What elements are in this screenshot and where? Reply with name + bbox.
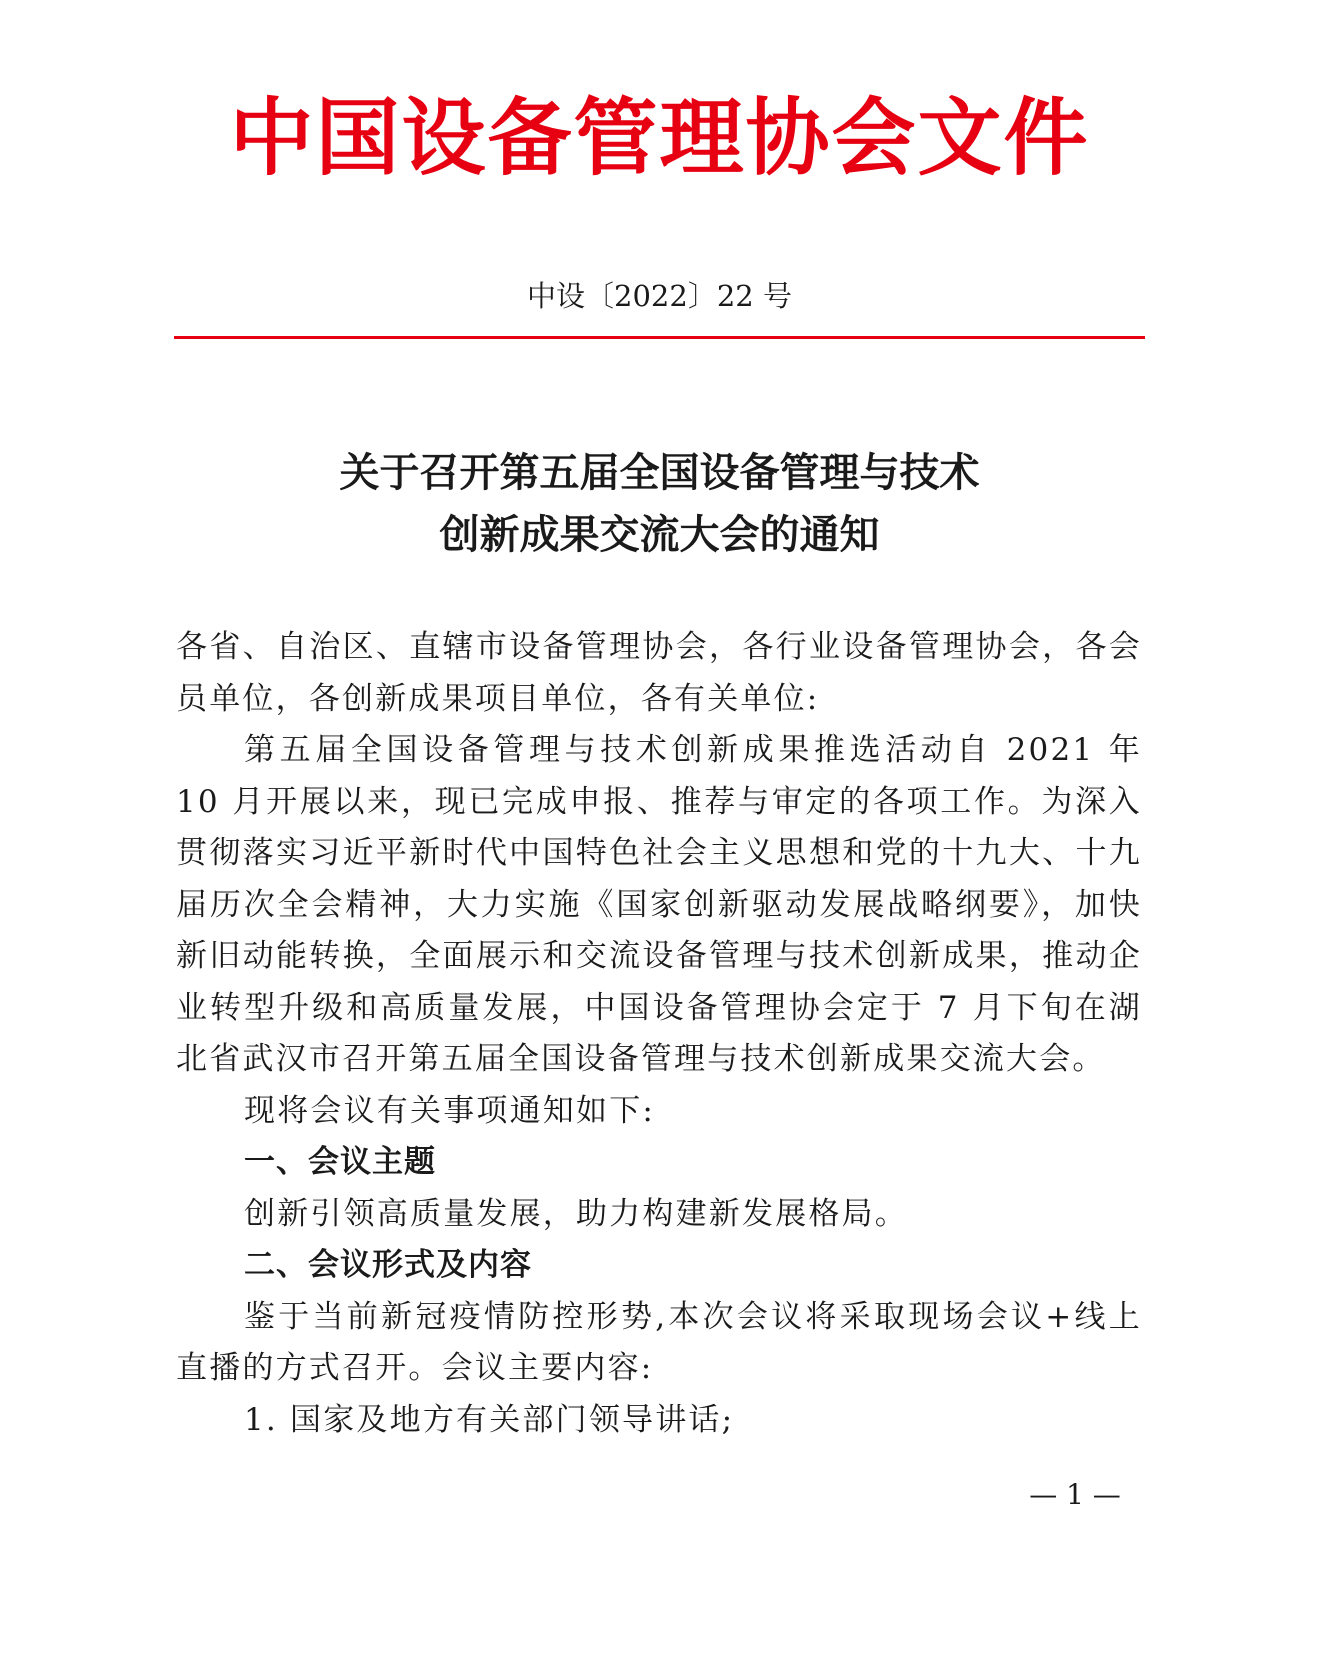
document-title-line-1: 关于召开第五届全国设备管理与技术 [339, 450, 980, 496]
org-header-title: 中国设备管理协会文件 [229, 89, 1090, 187]
document-number: 中设〔2022〕22 号 [527, 279, 792, 313]
body-paragraph-2: 现将会议有关事项通知如下: [244, 1092, 656, 1129]
document-body [176, 622, 1142, 1446]
section-1-text: 创新引领高质量发展，助力构建新发展格局。 [244, 1195, 908, 1232]
red-divider-line [174, 336, 1145, 339]
salutation: 各省、自治区、直辖市设备管理协会，各行业设备管理协会，各会员单位，各创新成果项目单位，各有关单位: [176, 629, 1142, 717]
document-title [0, 442, 1319, 566]
section-2-text: 鉴于当前新冠疫情防控形势,本次会议将采取现场会议+线上直播的方式召开。会议主要内容: [176, 1298, 1142, 1386]
section-2-heading: 二、会议形式及内容 [244, 1247, 532, 1283]
body-paragraph-1: 第五届全国设备管理与技术创新成果推选活动自 2021 年 10 月开展以来，现已完成申报、推荐与审定的各项工作。为深入贯彻落实习近平新时代中国特色社会主义思想和党的十九大、十九届历次全会精神，大力实施《国家创新驱动发展战略纲要》，加快新旧动能转换，全面展示和交流设备管理与技术创新成果，推动企业转型升级和高质量发展，中国设备管理协会定于 7 月下旬在湖北省武汉市召开第五届全国设备管理与技术创新成果交流大会。 [176, 732, 1142, 1077]
list-item-1: 1. 国家及地方有关部门领导讲话; [244, 1401, 735, 1438]
document-title-line-2: 创新成果交流大会的通知 [439, 512, 880, 558]
section-1-heading: 一、会议主题 [244, 1144, 436, 1180]
page-number: — 1 — [1029, 1478, 1121, 1511]
